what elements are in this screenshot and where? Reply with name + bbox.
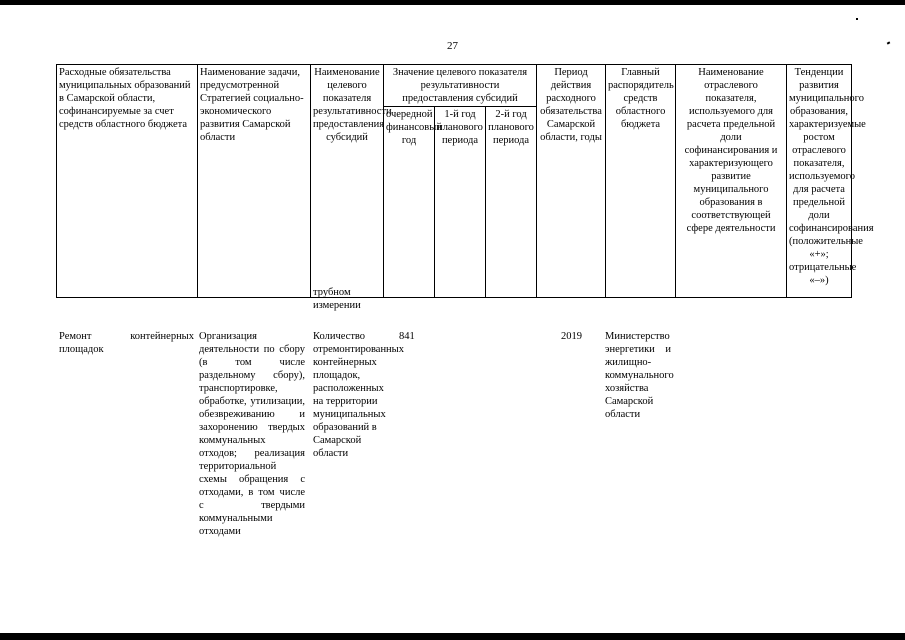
header-indicator: Наименование целевого показателя результативности предоставления субсидий <box>311 65 384 298</box>
header-task: Наименование задачи, предусмотренной Стратегией социально-экономического развития Самарской области <box>198 65 311 298</box>
scan-speck <box>856 18 858 20</box>
top-border <box>0 0 905 5</box>
header-period: Период действия расходного обязательства Самарской области, годы <box>537 65 606 298</box>
row-obligation: Ремонт контейнерных площадок <box>59 331 194 355</box>
header-current-year: очередной финансовый год <box>384 107 435 298</box>
header-trend: Тенденции развития муниципального образования, характеризуемые ростом отраслевого показателя, используемого для расчета предельной доли софинансирования (положительные «+»; отрицательные «–») <box>787 65 852 298</box>
row-ministry: Министерство энергетики и жилищно-коммунального хозяйства Самарской области <box>605 331 674 420</box>
row-task: Организация деятельности по сбору (в том числе раздельному сбору), транспортировке, обработке, утилизации, обезвреживанию и захоронению твердых коммунальных отходов; реализация территориальной схемы обращения с отходами, в том числе с твердыми коммунальными отходами <box>199 331 305 537</box>
bottom-border <box>0 633 905 640</box>
header-plan-year-2: 2-й год планового периода <box>486 107 537 298</box>
row-indicator: Количество отремонтированных контейнерных площадок, расположенных на территории муниципальных образований в Самарской области <box>313 331 404 459</box>
header-manager: Главный распорядитель средств областного бюджета <box>606 65 676 298</box>
carryover-text: трубном измерении <box>313 287 361 311</box>
header-plan-year-1: 1-й год планового периода <box>435 107 486 298</box>
header-sector-indicator: Наименование отраслевого показателя, используемого для расчета предельной доли софинансирования и характеризующего развитие муниципального образования в соответствующей сфере деятельности <box>676 65 787 298</box>
row-period: 2019 <box>561 331 582 342</box>
header-indicator-values: Значение целевого показателя результативности предоставления субсидий <box>384 65 537 107</box>
row-value-current: 841 <box>399 331 415 342</box>
header-table <box>56 64 874 298</box>
header-obligations: Расходные обязательства муниципальных образований в Самарской области, софинансируемые за счет средств областного бюджета <box>57 65 198 298</box>
page-number: 27 <box>447 40 458 52</box>
